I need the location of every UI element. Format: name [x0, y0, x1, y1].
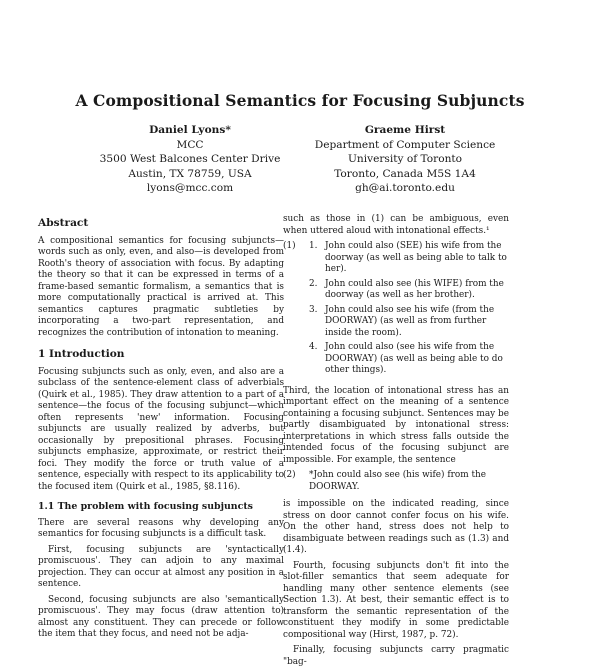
example-item-label: 1.	[309, 241, 318, 251]
author-name: Daniel Lyons*	[149, 124, 231, 136]
subsection-paragraph-3: Second, focusing subjuncts are also 'semantically promiscuous'. They may focus (draw attention to) almost any constituent. They can precede or follow the item that they focus, and need not be adja-	[38, 594, 284, 639]
author-name: Graeme Hirst	[364, 124, 446, 136]
author-address-line-1: 3500 West Balcones Center Drive	[99, 153, 281, 166]
author-block-lyons	[70, 123, 310, 196]
right-column	[283, 214, 509, 672]
example-item-text: John could also see his wife (from the DOORWAY) (as well as from further inside the room).	[325, 304, 495, 338]
example-item-text: John could also (SEE) his wife from the doorway (as well as being able to talk to her).	[325, 241, 507, 274]
example-1	[283, 241, 509, 380]
subsection-heading: 1.1 The problem with focusing subjuncts	[38, 501, 253, 512]
final-point-paragraph: Finally, focusing subjuncts carry pragmatic "bag-	[283, 645, 509, 667]
introduction-paragraph: Focusing subjuncts such as only, even, and also are a subclass of the sentence-element class of adverbials (Quirk et al., 1985). They draw attention to a part of a sentence—the focus of the focusing subjunct—which often represents 'new' information. Focusing subjuncts are usually realized by adverbs, but occasionally by prepositional phrases. Focusing subjuncts emphasize, approximate, or restrict their foci. They modify the force or truth value of a sentence, especially with respect to its applicability to the focused item (Quirk et al., 1985, §8.116).	[38, 366, 284, 492]
left-column	[38, 214, 284, 645]
example-item-label: 2.	[309, 278, 318, 289]
example-number: (2)	[283, 470, 296, 480]
author-address-line-1: University of Toronto	[347, 153, 463, 166]
author-email: gh@ai.toronto.edu	[355, 182, 455, 195]
abstract-text: A compositional semantics for focusing subjuncts—words such as only, even, and also—is developed from Rooth's theory of association with focus. By adapting the theory so that it can be expressed in terms of a frame-based semantic formalism, a semantics that is more computationally practical is arrived at. This semantics captures pragmatic subtleties by incorporating a two-part representation, and recognizes the contribution of intonation to meaning.	[38, 235, 284, 338]
author-affiliation: Department of Computer Science	[314, 138, 496, 151]
example-item	[309, 279, 509, 302]
abstract-heading: Abstract	[38, 217, 89, 229]
subsection-paragraph-2: First, focusing subjuncts are 'syntactically promiscuous'. They can adjoin to any maximal projection. They can occur at almost any position in a sentence.	[38, 544, 284, 589]
author-affiliation: MCC	[176, 138, 204, 151]
example-item-label: 4.	[309, 342, 318, 352]
example-item-text: John could also see (his WIFE) from the doorway (as well as her brother).	[325, 278, 504, 300]
introduction-heading: 1 Introduction	[38, 348, 125, 360]
example-item-label: 3.	[309, 304, 318, 315]
example-2-text: *John could also see (his wife) from the DOORWAY.	[309, 470, 486, 492]
example-2	[283, 470, 509, 493]
subsection-paragraph-1: There are several reasons why developing any semantics for focusing subjuncts is a difficult task.	[38, 517, 284, 539]
example-item	[309, 342, 509, 377]
author-email: lyons@mcc.com	[146, 182, 234, 195]
author-address-line-2: Austin, TX 78759, USA	[128, 167, 252, 180]
author-block-hirst	[300, 123, 510, 196]
example-item	[309, 305, 509, 340]
paper-title: A Compositional Semantics for Focusing Subjuncts	[75, 91, 525, 110]
example-item-text: John could also (see his wife from the DOORWAY) (as well as being able to do other things).	[325, 342, 503, 375]
third-point-paragraph: Third, the location of intonational stress has an important effect on the meaning of a sentence containing a focusing subjunct. Sentences may be partly disambiguated by intonational stress: interpretations in which stress falls outside the intended focus of the focusing subjunct are impossible. For example, the sentence	[283, 385, 509, 465]
example-item	[309, 241, 509, 276]
example-2-followup-paragraph: is impossible on the indicated reading, since stress on door cannot confer focus on his wife. On the other hand, stress does not help to disambiguate between readings such as (1.3) and (1.4).	[283, 499, 509, 555]
fourth-point-paragraph: Fourth, focusing subjuncts don't fit into the slot-filler semantics that seem adequate for handling many other sentence elements (see Section 1.3). At best, their semantic effect is to transform the semantic representation of the constituent they modify in some predictable compositional way (Hirst, 1987, p. 72).	[283, 560, 509, 640]
example-1-items	[309, 241, 509, 380]
example-intro-paragraph: such as those in (1) can be ambiguous, even when uttered aloud with intonational effects.¹	[283, 214, 509, 236]
example-number: (1)	[283, 241, 296, 251]
author-address-line-2: Toronto, Canada M5S 1A4	[334, 167, 476, 180]
